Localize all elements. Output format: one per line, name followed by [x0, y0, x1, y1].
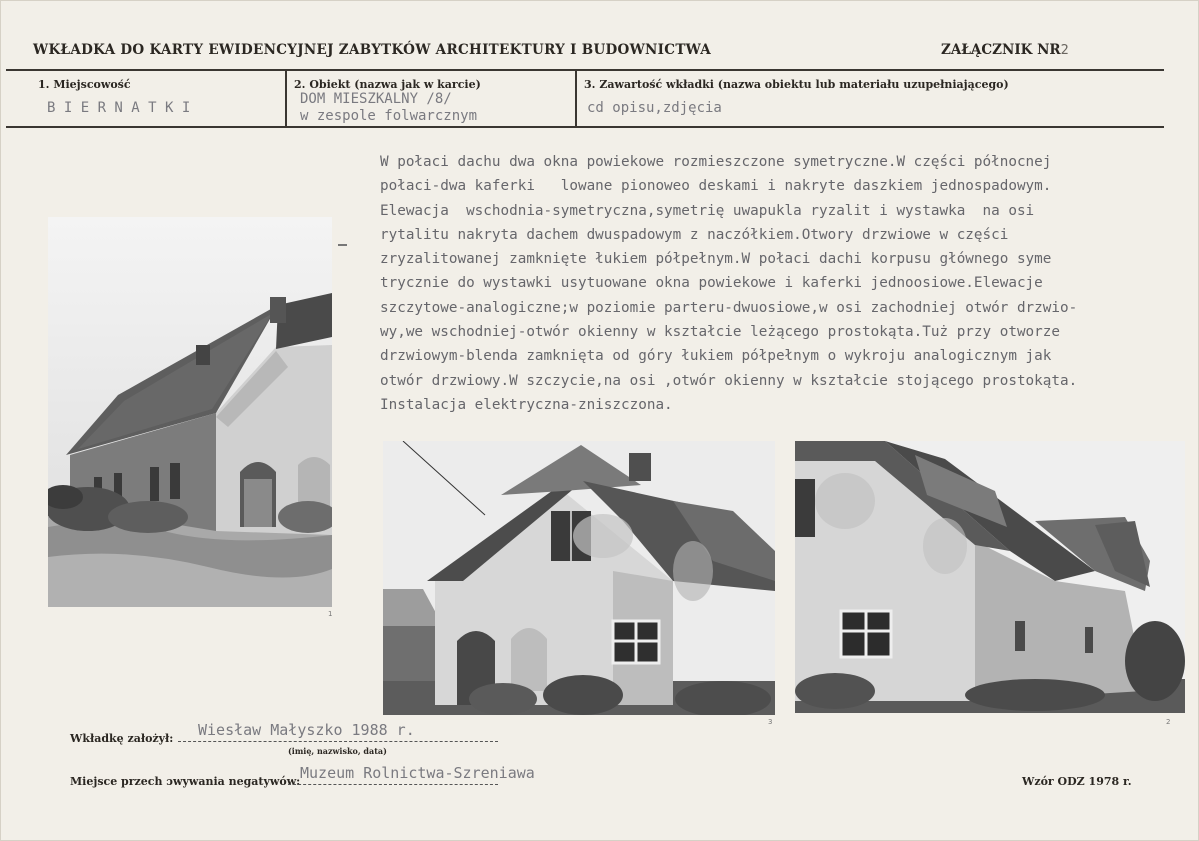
created-by-value: Wiesław Małyszko 1988 r. — [198, 721, 415, 739]
locality-value: B I E R N A T K I — [47, 100, 191, 116]
photo-gable-angled-view-image — [795, 441, 1185, 713]
photo2-number: 3 — [768, 718, 773, 726]
object-label: 2. Obiekt (nazwa jak w karcie) — [294, 78, 481, 91]
annex-label — [941, 42, 1069, 58]
negatives-location-value: Muzeum Rolnictwa-Szreniawa — [300, 764, 535, 782]
description-text — [380, 150, 1195, 417]
photo-gable-angled-view — [795, 441, 1185, 713]
description-line: drzwiowym-blenda zamknięta od góry łukiem półpełnym o wykroju analogicznym jak — [380, 348, 1052, 365]
photo1-number: 1 — [328, 610, 333, 618]
description-line: szczytowe-analogiczne;w poziomie parteru-dwuosiowe,w osi zachodniej otwór drzwio- — [380, 299, 1078, 316]
locality-label: 1. Miejscowość — [38, 78, 131, 91]
card-title: WKŁADKA DO KARTY EWIDENCYJNEJ ZABYTKÓW ARCHITEKTURY I BUDOWNICTWA — [33, 42, 712, 58]
description-line: Instalacja elektryczna-zniszczona. — [380, 396, 673, 413]
photo-gable-front-view-image — [383, 441, 775, 715]
created-by-label: Wkładkę założył: — [70, 732, 174, 745]
object-value-line2: w zespole folwarcznym — [300, 108, 478, 124]
description-line: rytalitu nakryta dachem dwuspadowym z naczółkiem.Otwory drzwiowe w części — [380, 226, 1009, 243]
object-value-line1: DOM MIESZKALNY /8/ — [300, 91, 452, 107]
content-label: 3. Zawartość wkładki (nazwa obiektu lub materiału uzupełniającego) — [584, 78, 1009, 91]
photo-gable-front-view — [383, 441, 775, 715]
description-line: połaci-dwa kaferki lowane pionoweo deskami i nakryte daszkiem jednospadowym. — [380, 178, 1052, 195]
content-value: cd opisu,zdjęcia — [587, 100, 722, 116]
annex-label-text: ZAŁĄCZNIK NR — [941, 42, 1061, 58]
photo-house-side-view — [48, 217, 332, 607]
created-by-hint: (imię, nazwisko, data) — [288, 746, 387, 756]
table-bottom-rule — [6, 126, 1164, 128]
table-top-rule — [6, 69, 1164, 71]
column-divider-2 — [575, 71, 577, 126]
description-line: otwór drzwiowy.W szczycie,na osi ,otwór okienny w kształcie stojącego prostokąta. — [380, 372, 1078, 389]
description-line: wy,we wschodniej-otwór okienny w kształcie leżącego prostokąta.Tuż przy otworze — [380, 324, 1060, 341]
negatives-location-line — [288, 784, 498, 785]
description-line: Elewacja wschodnia-symetryczna,symetrię uwapukla ryzalit i wystawka na osi — [380, 202, 1035, 219]
description-line: W połaci dachu dwa okna powiekowe rozmieszczone symetryczne.W części północnej — [380, 154, 1052, 170]
negatives-location-label: Miejsce przech ɔwywania negatywów: — [70, 775, 301, 788]
description-line: zryzalitowanej zamknięte łukiem półpełnym.W połaci dachi korpusu głównego syme — [380, 251, 1052, 268]
description-line: trycznie do wystawki usytuowane okna powiekowe i kaferki jednoosiowe.Elewacje — [380, 275, 1043, 292]
form-model: Wzór ODZ 1978 r. — [1022, 775, 1132, 788]
annex-number: 2 — [1060, 42, 1069, 58]
photo3-number: 2 — [1166, 718, 1171, 726]
photo-house-side-view-image — [48, 217, 332, 607]
column-divider-1 — [285, 71, 287, 126]
margin-mark — [338, 244, 347, 246]
created-by-line — [178, 741, 498, 742]
